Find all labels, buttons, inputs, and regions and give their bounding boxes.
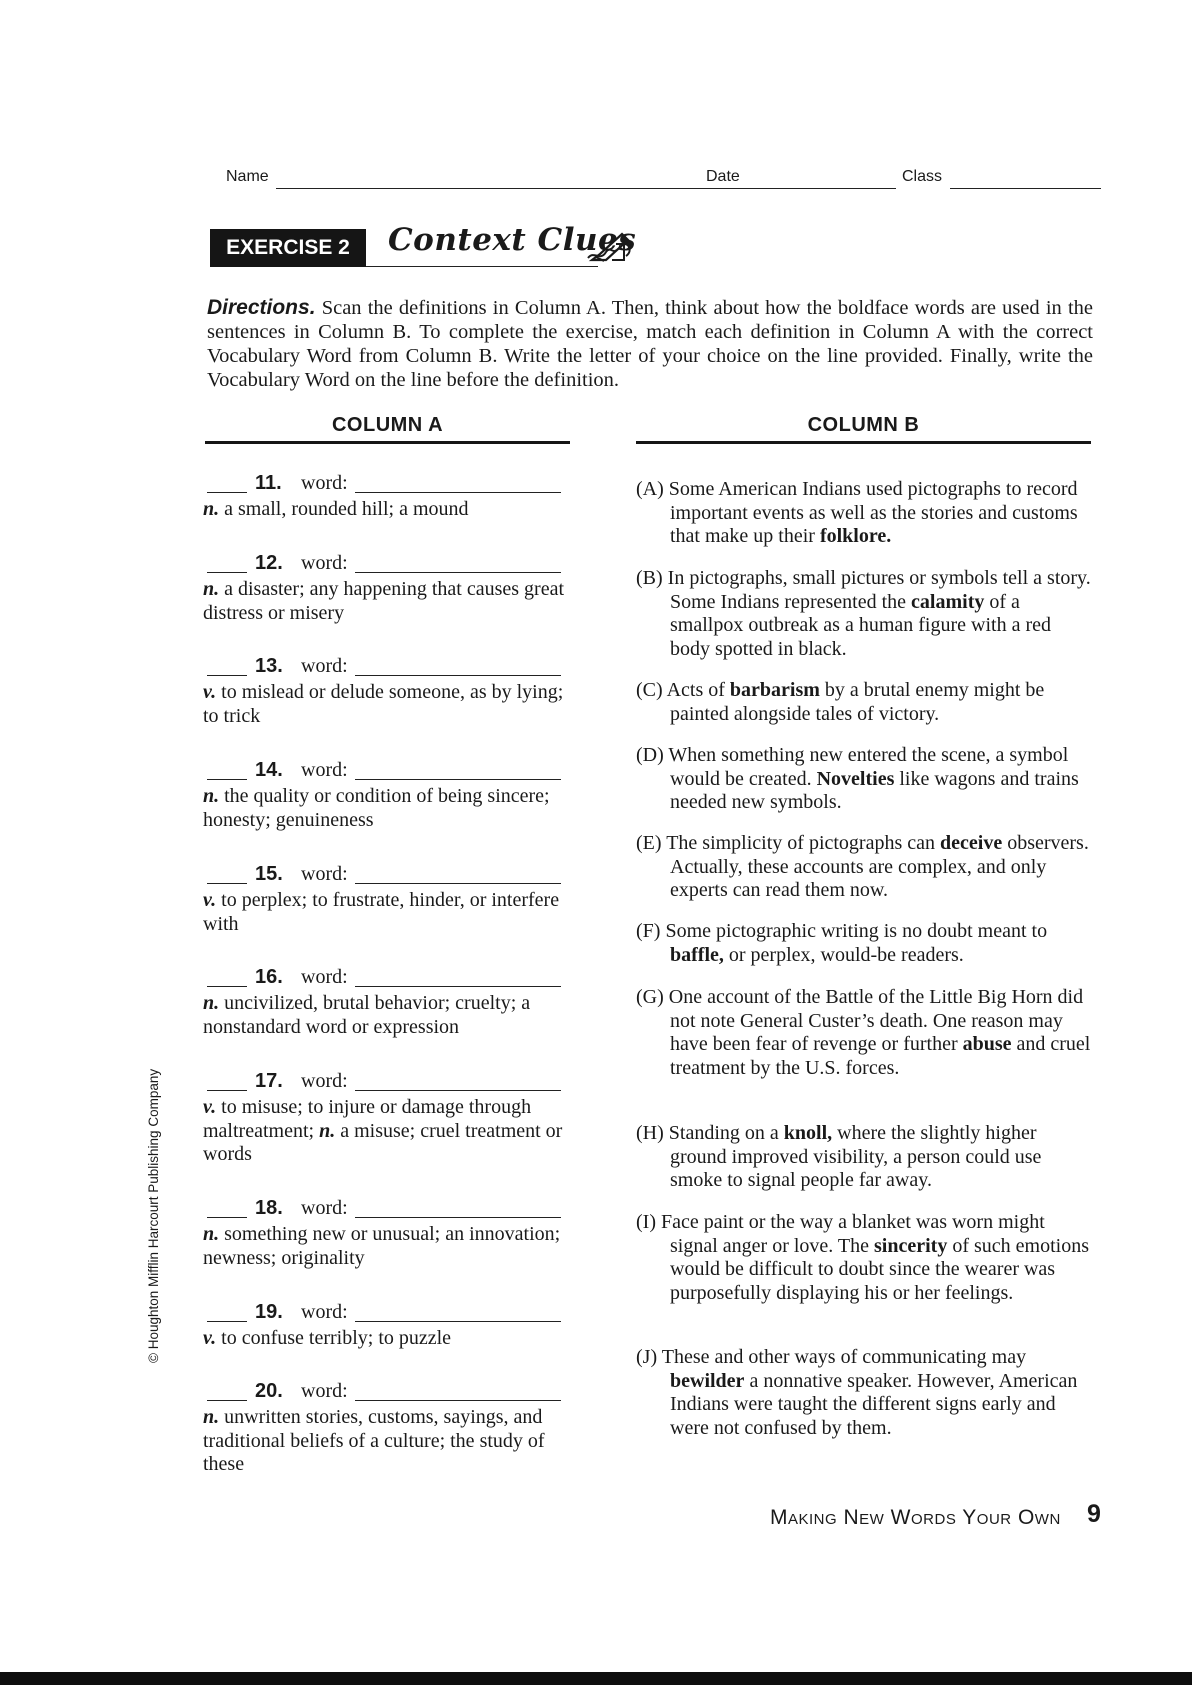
word-blank[interactable] [355, 675, 561, 676]
vocabulary-word: folklore. [819, 525, 892, 547]
definition-text: the quality or condition of being sincere; honesty; genuineness [203, 785, 550, 831]
vocabulary-word: bewilder [670, 1369, 745, 1392]
definition-text: to perplex; to frustrate, hinder, or interfere with [203, 889, 560, 935]
word-label: word: [301, 966, 348, 988]
scan-edge [0, 1672, 1192, 1685]
answer-letter-blank[interactable] [207, 572, 247, 573]
sentence-text: Acts of [666, 679, 725, 701]
word-label: word: [301, 552, 348, 574]
sentence-text: When something new entered the scene, a symbol would be created. [668, 744, 1069, 790]
sentence-b [636, 567, 1091, 661]
sentence-text: Some American Indians used pictographs to record important events as well as the stories and customs that make up their [668, 478, 1078, 547]
sentence-text-end: like wagons and trains needed new symbols. [670, 767, 1079, 813]
class-field[interactable] [950, 188, 1101, 189]
definition-item-16 [203, 966, 573, 1039]
vocabulary-word: deceive [940, 832, 1003, 854]
answer-letter-blank[interactable] [207, 986, 247, 987]
word-blank[interactable] [355, 1400, 561, 1401]
part-of-speech: n. [203, 578, 220, 600]
sentence-letter: (J) [636, 1346, 658, 1368]
word-label: word: [301, 655, 348, 677]
definition-item-20 [203, 1380, 573, 1477]
definition-text: to confuse terribly; to puzzle [221, 1327, 452, 1349]
class-label: Class [902, 168, 943, 185]
definition-text: a small, rounded hill; a mound [224, 498, 469, 520]
title-underline [366, 266, 598, 267]
definition-text: to mislead or delude someone, as by lying; to trick [203, 681, 564, 727]
sentence-letter: (D) [636, 744, 664, 766]
word-label: word: [301, 472, 348, 494]
directions-text: Scan the definitions in Column A. Then, think about how the boldface words are used in the sentences in Column B. To complete the exercise, match each definition in Column A with the correct Vocabulary Word from Column B. Write the letter of your choice on the line provided. Finally, write the Vocabulary Word on the line before the definition. [207, 297, 1093, 391]
word-blank[interactable] [355, 1217, 561, 1218]
vocabulary-word: abuse [962, 1033, 1012, 1055]
item-number: 17. [255, 1070, 283, 1092]
sentence-text-end: a nonnative speaker. However, American Indians were taught the different signs early and were not confused by them. [670, 1369, 1078, 1439]
answer-letter-blank[interactable] [207, 1400, 247, 1401]
sentence-letter: (B) [636, 567, 663, 589]
vocabulary-word: Novelties [816, 767, 895, 790]
part-of-speech: n. [203, 1406, 220, 1428]
definition-item-17 [203, 1070, 573, 1167]
vocabulary-word: calamity [911, 590, 985, 613]
exercise-badge: EXERCISE 2 [210, 229, 366, 267]
copyright-notice: © Houghton Mifflin Harcourt Publishing Company [146, 1068, 161, 1363]
part-of-speech: v. [203, 889, 217, 911]
part-of-speech-2: n. [319, 1119, 336, 1142]
sentence-letter: (H) [636, 1122, 664, 1144]
answer-letter-blank[interactable] [207, 883, 247, 884]
sentence-letter: (C) [636, 679, 663, 701]
sentence-c [636, 679, 1091, 726]
word-label: word: [301, 863, 348, 885]
sentence-text: Standing on a [668, 1122, 779, 1144]
definition-text: unwritten stories, customs, sayings, and traditional beliefs of a culture; the study of these [203, 1406, 545, 1475]
definition-item-19 [203, 1301, 573, 1351]
definition-item-12 [203, 552, 573, 625]
definition-text: a disaster; any happening that causes great distress or misery [203, 578, 564, 624]
header-line [226, 168, 1101, 192]
sentence-text: The simplicity of pictographs can [666, 832, 936, 854]
answer-letter-blank[interactable] [207, 675, 247, 676]
sentence-f [636, 920, 1091, 967]
definition-item-18 [203, 1197, 573, 1270]
definition-item-13 [203, 655, 573, 728]
word-label: word: [301, 1301, 348, 1323]
item-number: 18. [255, 1197, 283, 1219]
word-blank[interactable] [355, 986, 561, 987]
word-blank[interactable] [355, 572, 561, 573]
part-of-speech: n. [203, 1223, 220, 1245]
directions [207, 296, 1093, 392]
item-number: 16. [255, 966, 283, 988]
word-label: word: [301, 1197, 348, 1219]
part-of-speech: n. [203, 498, 220, 520]
sentence-letter: (E) [636, 832, 662, 854]
date-field[interactable] [746, 188, 896, 189]
column-a-heading: COLUMN A [331, 414, 444, 436]
word-blank[interactable] [355, 779, 561, 780]
word-blank[interactable] [355, 883, 561, 884]
sentence-a [636, 478, 1091, 549]
part-of-speech: v. [203, 681, 217, 703]
sentence-g [636, 986, 1091, 1080]
vocabulary-word: barbarism [729, 679, 820, 701]
sentence-e [636, 832, 1091, 903]
column-b-heading: COLUMN B [807, 414, 920, 436]
sentence-text-end: of a smallpox outbreak as a human figure with a red body spotted in black. [670, 590, 1051, 660]
sentence-text-end: where the slightly higher ground improved visibility, a person could use smoke to signal people far away. [670, 1122, 1042, 1191]
answer-letter-blank[interactable] [207, 1090, 247, 1091]
sentence-text-end: and cruel treatment by the U.S. forces. [670, 1033, 1091, 1079]
definition-text: uncivilized, brutal behavior; cruelty; a nonstandard word or expression [203, 992, 531, 1038]
part-of-speech: v. [203, 1327, 217, 1349]
sentence-text-end: by a brutal enemy might be painted alongside tales of victory. [670, 679, 1045, 725]
vocabulary-word: sincerity [874, 1234, 948, 1257]
sentence-d [636, 744, 1091, 815]
page-number: 9 [1087, 1500, 1101, 1528]
item-number: 13. [255, 655, 283, 677]
name-field[interactable] [276, 188, 746, 189]
word-blank[interactable] [355, 492, 561, 493]
definition-text-2: a misuse; cruel treatment or words [203, 1119, 563, 1165]
answer-letter-blank[interactable] [207, 1321, 247, 1322]
sentence-text: Face paint or the way a blanket was worn might signal anger or love. The [660, 1211, 1045, 1257]
definition-item-14 [203, 759, 573, 832]
word-label: word: [301, 1070, 348, 1092]
sentence-j [636, 1346, 1091, 1440]
item-number: 15. [255, 863, 283, 885]
sentence-text-end: or perplex, would-be readers. [728, 943, 964, 966]
part-of-speech: n. [203, 992, 220, 1014]
item-number: 12. [255, 552, 283, 574]
item-number: 20. [255, 1380, 283, 1402]
sentence-text: In pictographs, small pictures or symbols tell a story. Some Indians represented the [667, 567, 1091, 613]
directions-lead: Directions. [207, 296, 316, 319]
date-label: Date [706, 168, 740, 185]
sentence-text: Some pictographic writing is no doubt meant to [665, 920, 1048, 942]
answer-letter-blank[interactable] [207, 1217, 247, 1218]
item-number: 11. [255, 472, 282, 494]
pencil-writing-icon [586, 230, 636, 264]
part-of-speech: n. [203, 785, 220, 807]
sentence-text-end: observers. Actually, these accounts are complex, and only experts can read them now. [670, 832, 1089, 901]
column-b-rule [636, 441, 1091, 444]
sentence-letter: (G) [636, 986, 664, 1008]
definition-item-11 [203, 472, 573, 522]
definition-text: something new or unusual; an innovation; newness; originality [203, 1223, 561, 1269]
sentence-text-end: of such emotions would be difficult to doubt since the wearer was purposefully displaying his or her feelings. [670, 1234, 1089, 1304]
footer-title: Making New Words Your Own [770, 1506, 1061, 1529]
vocabulary-word: baffle, [670, 943, 724, 966]
sentence-i [636, 1211, 1091, 1305]
definition-text: to misuse; to injure or damage through maltreatment; [203, 1096, 532, 1142]
word-label: word: [301, 759, 348, 781]
sentence-h [636, 1122, 1091, 1193]
word-label: word: [301, 1380, 348, 1402]
word-blank[interactable] [355, 1321, 561, 1322]
sentence-letter: (A) [636, 478, 664, 500]
exercise-title: Context Clues [388, 222, 637, 258]
sentence-letter: (I) [636, 1211, 656, 1233]
answer-letter-blank[interactable] [207, 492, 247, 493]
item-number: 19. [255, 1301, 283, 1323]
word-blank[interactable] [355, 1090, 561, 1091]
answer-letter-blank[interactable] [207, 779, 247, 780]
sentence-text: One account of the Battle of the Little Big Horn did not note General Custer’s death. One reason may have been fear of revenge or further [668, 986, 1084, 1055]
column-a-rule [205, 441, 570, 444]
sentence-letter: (F) [636, 920, 661, 942]
definition-item-15 [203, 863, 573, 936]
vocabulary-word: knoll, [783, 1122, 833, 1144]
name-label: Name [226, 168, 269, 185]
item-number: 14. [255, 759, 283, 781]
part-of-speech: v. [203, 1096, 217, 1118]
sentence-text: These and other ways of communicating may [661, 1346, 1027, 1368]
